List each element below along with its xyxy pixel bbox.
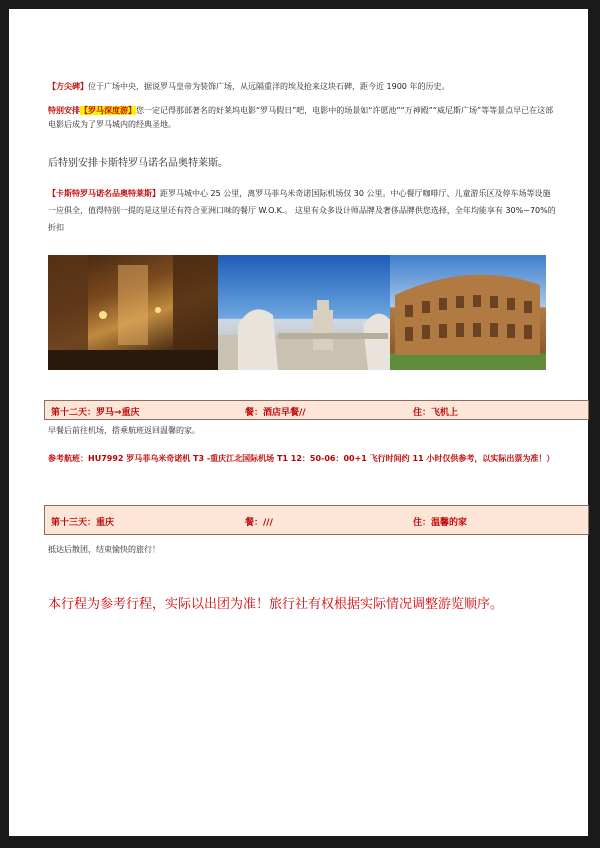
- outlet-text: 距罗马城中心 25 公里，离罗马菲乌米奇诺国际机场仅 30 公里。中心餐厅咖啡厅、儿童游乐区及停车场等设施一应俱全，值得特别一提的是这里还有符合亚洲口味的餐厅 W.O.K.。 这里有众多设计师品牌及奢侈品牌供您选择，全年均能享有 30%~70%的折扣: [48, 189, 556, 232]
- rome-street-photo: [48, 255, 218, 370]
- outlet-tag: 【卡斯特罗马诺名品奥特莱斯】: [48, 189, 160, 198]
- day12-header-row: [44, 400, 589, 420]
- day13-meal: 餐：///: [245, 518, 273, 528]
- rome-tour-text: 您一定记得那部著名的好莱坞电影“罗马假日”吧，电影中的场景如“许愿池”“万神殿”“威尼斯广场”等等景点早已在这部电影后成为了罗马城内的经典圣地。: [48, 106, 554, 129]
- colosseum-illustration: [390, 255, 546, 370]
- outlet-intro: 后特别安排卡斯特罗马诺名品奥特莱斯。: [48, 158, 228, 169]
- day12-title: 第十二天：罗马→重庆: [51, 408, 140, 418]
- obelisk-paragraph: [48, 80, 558, 94]
- capitol-statues-photo: [218, 255, 390, 370]
- day13-stay: 住：温馨的家: [413, 518, 468, 528]
- day12-description: 早餐后前往机场，搭乘航班返回温馨的家。: [48, 426, 200, 435]
- day13-title: 第十三天：重庆: [51, 518, 115, 528]
- obelisk-tag: 【方尖碑】: [48, 82, 88, 91]
- photo-strip: [48, 255, 546, 370]
- day12-meal: 餐：酒店早餐//: [245, 408, 306, 418]
- obelisk-text: 位于广场中央，据说罗马皇帝为装饰广场，从远隔重洋的埃及抢来这块石碑，距今近 1900 年的历史。: [88, 82, 450, 91]
- rome-tour-paragraph: [48, 104, 558, 132]
- day12-flight-info: 参考航班：HU7992 罗马菲乌米奇诺机 T3 -重庆江北国际机场 T1 12：50-06：00+1 飞行时间约 11 小时仅供参考，以实际出票为准！）: [48, 454, 555, 463]
- outlet-paragraph: [48, 185, 558, 236]
- rome-street-illustration: [48, 255, 218, 370]
- day13-description: 抵达后散团，结束愉快的旅行！: [48, 545, 160, 554]
- colosseum-photo: [390, 255, 546, 370]
- rome-tour-highlight: 【罗马深度游】: [80, 106, 136, 115]
- disclaimer-footer: 本行程为参考行程，实际以出团为准！旅行社有权根据实际情况调整游览顺序。: [48, 597, 504, 612]
- day13-header-row: [44, 505, 589, 535]
- special-prefix: 特别安排: [48, 106, 80, 115]
- day12-stay: 住：飞机上: [413, 408, 459, 418]
- capitol-illustration: [218, 255, 390, 370]
